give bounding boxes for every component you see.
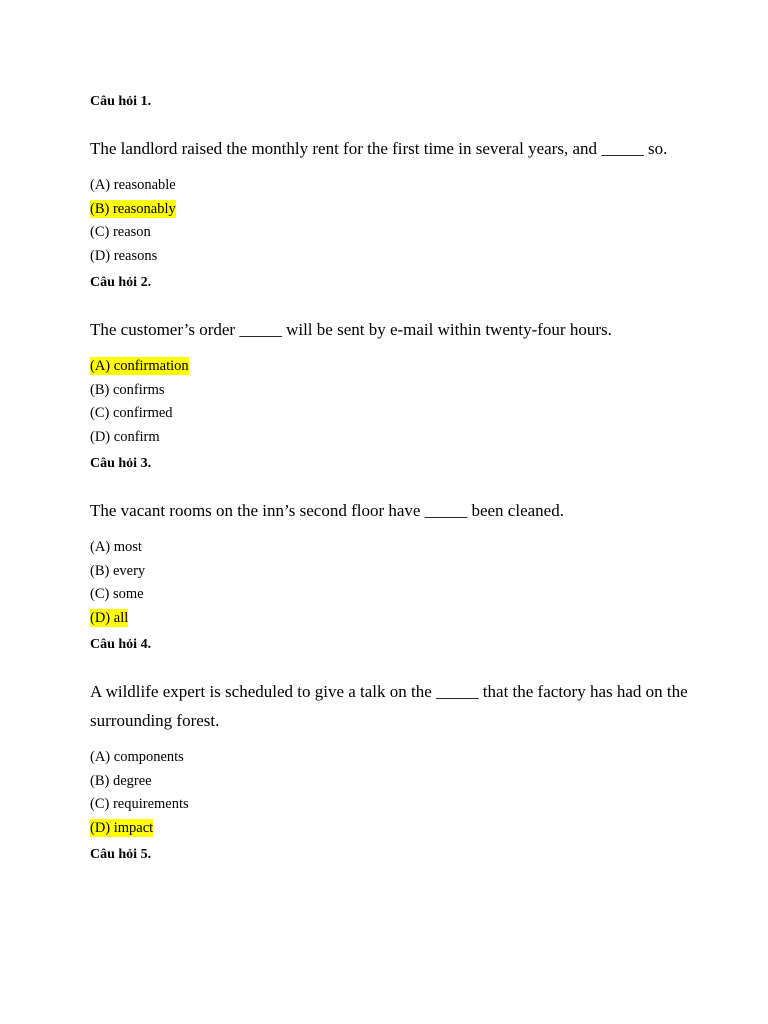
option-a [90, 746, 690, 770]
question-4 [90, 636, 690, 840]
option-label: (D) confirm [90, 428, 160, 445]
option-b [90, 560, 690, 584]
option-d [90, 426, 690, 450]
option-label: (C) reason [90, 224, 151, 240]
question-text: The landlord raised the monthly rent for the first time in several years, and _____ so. [90, 139, 668, 158]
option-d [90, 245, 690, 269]
question-text: The customer’s order _____ will be sent by e-mail within twenty-four hours. [90, 320, 612, 339]
option-a [90, 536, 690, 560]
question-heading: Câu hỏi 4. [90, 637, 152, 652]
question-5 [90, 846, 690, 864]
option-c [90, 583, 690, 607]
question-text: A wildlife expert is scheduled to give a talk on the _____ that the factory has had on the surrounding forest. [90, 682, 688, 730]
option-c [90, 793, 690, 817]
option-label: (B) degree [90, 772, 152, 789]
option-label: (A) reasonable [90, 177, 176, 193]
answer-options [90, 536, 690, 630]
option-d-highlighted [90, 607, 690, 631]
answer-options [90, 174, 690, 268]
question-2 [90, 274, 690, 449]
question-heading: Câu hỏi 1. [90, 94, 152, 109]
option-a [90, 174, 690, 198]
option-label: (D) reasons [90, 247, 158, 264]
option-label: (D) impact [90, 819, 154, 836]
option-label: (B) every [90, 562, 146, 579]
option-c [90, 221, 690, 245]
option-label: (D) all [90, 609, 129, 626]
question-heading: Câu hỏi 2. [90, 275, 152, 290]
option-label: (B) confirms [90, 381, 165, 398]
option-label: (A) most [90, 539, 142, 555]
option-c [90, 402, 690, 426]
option-label: (C) requirements [90, 796, 189, 812]
option-b [90, 379, 690, 403]
option-d-highlighted [90, 817, 690, 841]
option-label: (A) components [90, 749, 184, 765]
option-label: (B) reasonably [90, 200, 176, 217]
option-b-highlighted [90, 198, 690, 222]
option-label: (C) confirmed [90, 405, 173, 421]
answer-options [90, 746, 690, 840]
question-3 [90, 455, 690, 630]
answer-options [90, 355, 690, 449]
question-text: The vacant rooms on the inn’s second floor have _____ been cleaned. [90, 501, 564, 520]
question-heading: Câu hỏi 3. [90, 456, 152, 471]
question-heading: Câu hỏi 5. [90, 847, 152, 862]
option-label: (C) some [90, 586, 144, 602]
option-label: (A) confirmation [90, 358, 189, 374]
question-1 [90, 93, 690, 268]
option-b [90, 770, 690, 794]
option-a-highlighted [90, 355, 690, 379]
document [90, 93, 690, 870]
